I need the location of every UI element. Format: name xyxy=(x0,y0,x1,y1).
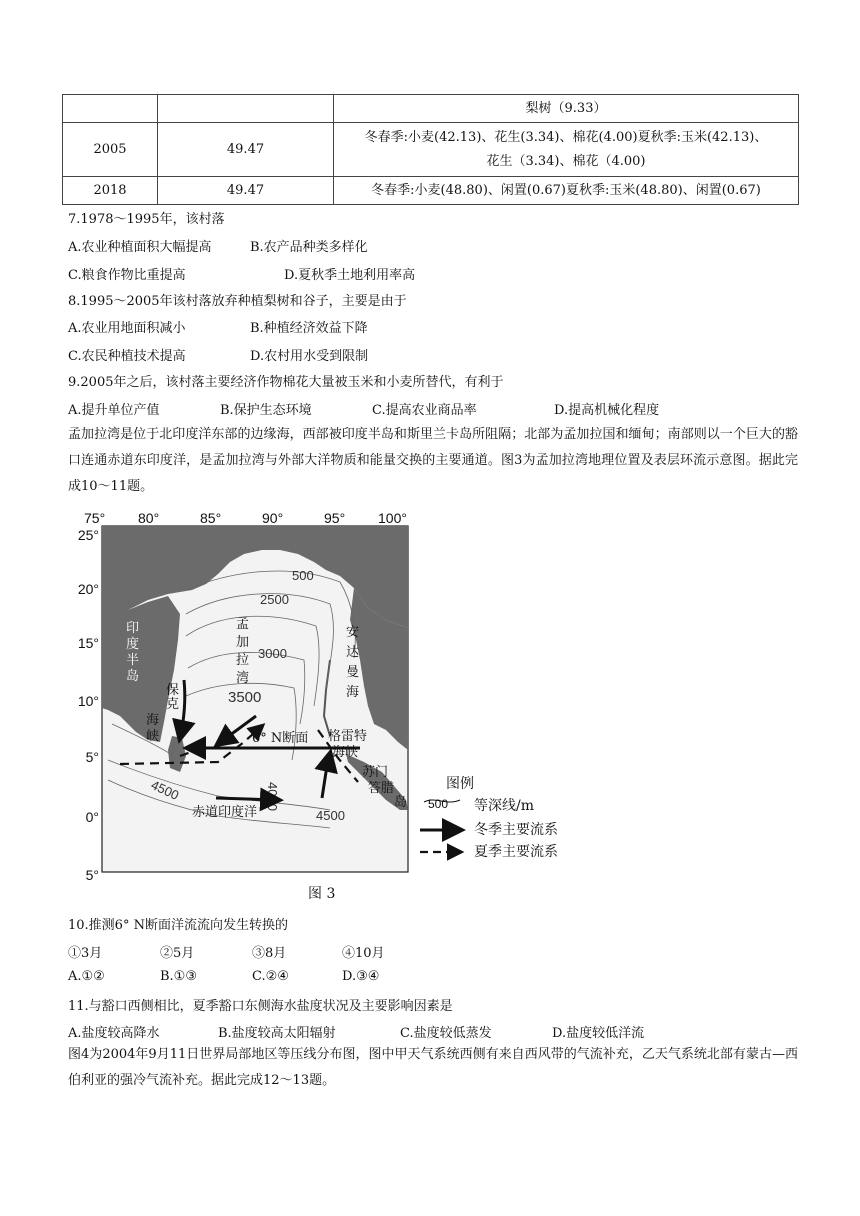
lat-label: 15° xyxy=(77,635,99,651)
q10-option-b: B.①③ xyxy=(160,969,197,984)
q9-option-a: A.提升单位产值 xyxy=(68,403,160,418)
crop-table xyxy=(62,94,799,205)
question-7-stem: 7.1978～1995年，该村落 xyxy=(68,212,225,227)
table-row xyxy=(63,123,799,177)
passage-isobar-map: 图4为2004年9月11日世界局部地区等压线分布图，图中甲天气系统西侧有来自西风带的气流补充，乙天气系统北部有蒙古—西伯利亚的强冷气流补充。据此完成12～13题。 xyxy=(68,1047,798,1088)
depth-label: 500 xyxy=(292,568,314,583)
lat-label: 5° xyxy=(85,749,99,765)
lon-label: 85° xyxy=(200,510,222,526)
label-grete-strait: 格雷特 xyxy=(328,729,368,744)
label-india: 度 xyxy=(126,637,140,652)
table-cell-area xyxy=(158,95,334,123)
label-palk: 峡 xyxy=(146,729,160,744)
q9-option-d: D.提高机械化程度 xyxy=(554,403,660,418)
q11-option-a: A.盐度较高降水 xyxy=(68,1026,160,1041)
question-10-stem: 10.推测6° N断面洋流流向发生转换的 xyxy=(68,918,288,933)
q10-item-1: ①3月 xyxy=(68,946,103,961)
label-palk: 克 xyxy=(166,697,180,712)
table-cell-area: 49.47 xyxy=(158,123,334,177)
label-bay: 拉 xyxy=(236,653,250,668)
lon-label: 100° xyxy=(378,510,407,526)
depth-label: 4500 xyxy=(148,777,182,803)
label-india: 半 xyxy=(126,653,140,668)
q7-option-a: A.农业种植面积大幅提高 xyxy=(68,240,212,255)
depth-label: 4500 xyxy=(316,808,345,823)
label-sumatra: 苏门 xyxy=(362,765,389,780)
label-grete-strait: 海峡 xyxy=(332,745,359,760)
table-cell-crops xyxy=(334,123,799,177)
label-palk: 海 xyxy=(146,713,160,728)
map-legend xyxy=(420,776,558,860)
q11-option-c: C.盐度较低蒸发 xyxy=(400,1026,492,1041)
lon-label: 90° xyxy=(262,510,284,526)
bay-of-bengal-map xyxy=(68,510,598,882)
lat-label: 20° xyxy=(77,581,99,597)
q9-option-b: B.保护生态环境 xyxy=(220,403,312,418)
legend-summer-label: 夏季主要流系 xyxy=(474,844,558,860)
q10-option-c: C.②④ xyxy=(252,969,289,984)
question-11-stem: 11.与豁口西侧相比，夏季豁口东侧海水盐度状况及主要影响因素是 xyxy=(68,999,453,1014)
question-9-stem: 9.2005年之后，该村落主要经济作物棉花大量被玉米和小麦所替代，有利于 xyxy=(68,375,504,390)
depth-label: 3500 xyxy=(228,689,262,706)
label-india: 岛 xyxy=(126,669,140,684)
label-andaman: 海 xyxy=(346,685,360,700)
table-cell-year xyxy=(63,95,158,123)
table-cell-crops: 冬春季:小麦(48.80)、闲置(0.67)夏秋季:玉米(48.80)、闲置(0.67) xyxy=(334,177,799,205)
q10-item-2: ②5月 xyxy=(160,946,195,961)
label-equatorial-ocean: 赤道印度洋 xyxy=(192,805,258,820)
table-cell-crops: 梨树（9.33） xyxy=(334,95,799,123)
q8-option-c: C.农民种植技术提高 xyxy=(68,349,186,364)
figure-caption: 图 3 xyxy=(308,886,336,902)
q8-option-b: B.种植经济效益下降 xyxy=(250,321,368,336)
lon-label: 95° xyxy=(324,510,346,526)
crops-line-2: 花生（3.34)、棉花（4.00) xyxy=(486,153,646,169)
label-andaman: 曼 xyxy=(346,665,360,680)
table-row xyxy=(63,95,799,123)
table-row xyxy=(63,177,799,205)
q8-option-d: D.农村用水受到限制 xyxy=(250,349,369,364)
q7-option-b: B.农产品种类多样化 xyxy=(250,240,368,255)
q10-option-d: D.③④ xyxy=(342,969,380,984)
lon-label: 75° xyxy=(84,510,106,526)
label-bay: 湾 xyxy=(236,671,250,686)
table-cell-area: 49.47 xyxy=(158,177,334,205)
legend-title: 图例 xyxy=(446,776,474,792)
q7-option-d: D.夏秋季土地利用率高 xyxy=(284,268,416,283)
label-andaman: 安 xyxy=(346,625,360,640)
label-6n-section: 6° N断面 xyxy=(252,731,309,746)
label-india: 印 xyxy=(126,621,140,636)
legend-contour-label: 等深线/m xyxy=(474,798,534,814)
q7-option-c: C.粮食作物比重提高 xyxy=(68,268,186,283)
q10-item-3: ③8月 xyxy=(252,946,287,961)
q11-option-b: B.盐度较高太阳辐射 xyxy=(218,1026,336,1041)
label-palk: 保 xyxy=(166,683,180,698)
label-sumatra: 岛 xyxy=(394,795,408,810)
label-bay: 孟 xyxy=(236,617,250,632)
label-bay: 加 xyxy=(236,635,250,650)
q10-option-a: A.①② xyxy=(68,969,105,984)
crops-line-1: 冬春季:小麦(42.13)、花生(3.34)、棉花(4.00)夏秋季:玉米(42.13)、 xyxy=(364,129,768,145)
depth-label: 4000 xyxy=(265,782,280,811)
lat-label: 5° xyxy=(85,867,99,882)
depth-label: 3000 xyxy=(258,646,287,661)
lat-label: 10° xyxy=(77,693,99,709)
lat-label: 0° xyxy=(85,809,99,825)
label-andaman: 达 xyxy=(346,645,360,660)
q11-option-d: D.盐度较低洋流 xyxy=(552,1026,645,1041)
depth-label: 2500 xyxy=(260,592,289,607)
q8-option-a: A.农业用地面积减小 xyxy=(68,321,186,336)
legend-contour-value: 500 xyxy=(428,797,449,811)
lat-label: 25° xyxy=(77,527,99,543)
table-cell-year: 2005 xyxy=(63,123,158,177)
table-cell-year: 2018 xyxy=(63,177,158,205)
legend-winter-label: 冬季主要流系 xyxy=(474,822,558,838)
label-sumatra: 答腊 xyxy=(368,781,395,796)
q9-option-c: C.提高农业商品率 xyxy=(372,403,477,418)
question-8-stem: 8.1995～2005年该村落放弃种植梨树和谷子，主要是由于 xyxy=(68,294,407,309)
q10-item-4: ④10月 xyxy=(342,946,385,961)
lon-label: 80° xyxy=(138,510,160,526)
passage-bay-of-bengal: 孟加拉湾是位于北印度洋东部的边缘海，西部被印度半岛和斯里兰卡岛所阻隔；北部为孟加拉国和缅甸；南部则以一个巨大的豁口连通赤道东印度洋，是孟加拉湾与外部大洋物质和能量交换的主要通道。图3为孟加拉湾地理位置及表层环流示意图。据此完成10～11题。 xyxy=(68,427,798,494)
